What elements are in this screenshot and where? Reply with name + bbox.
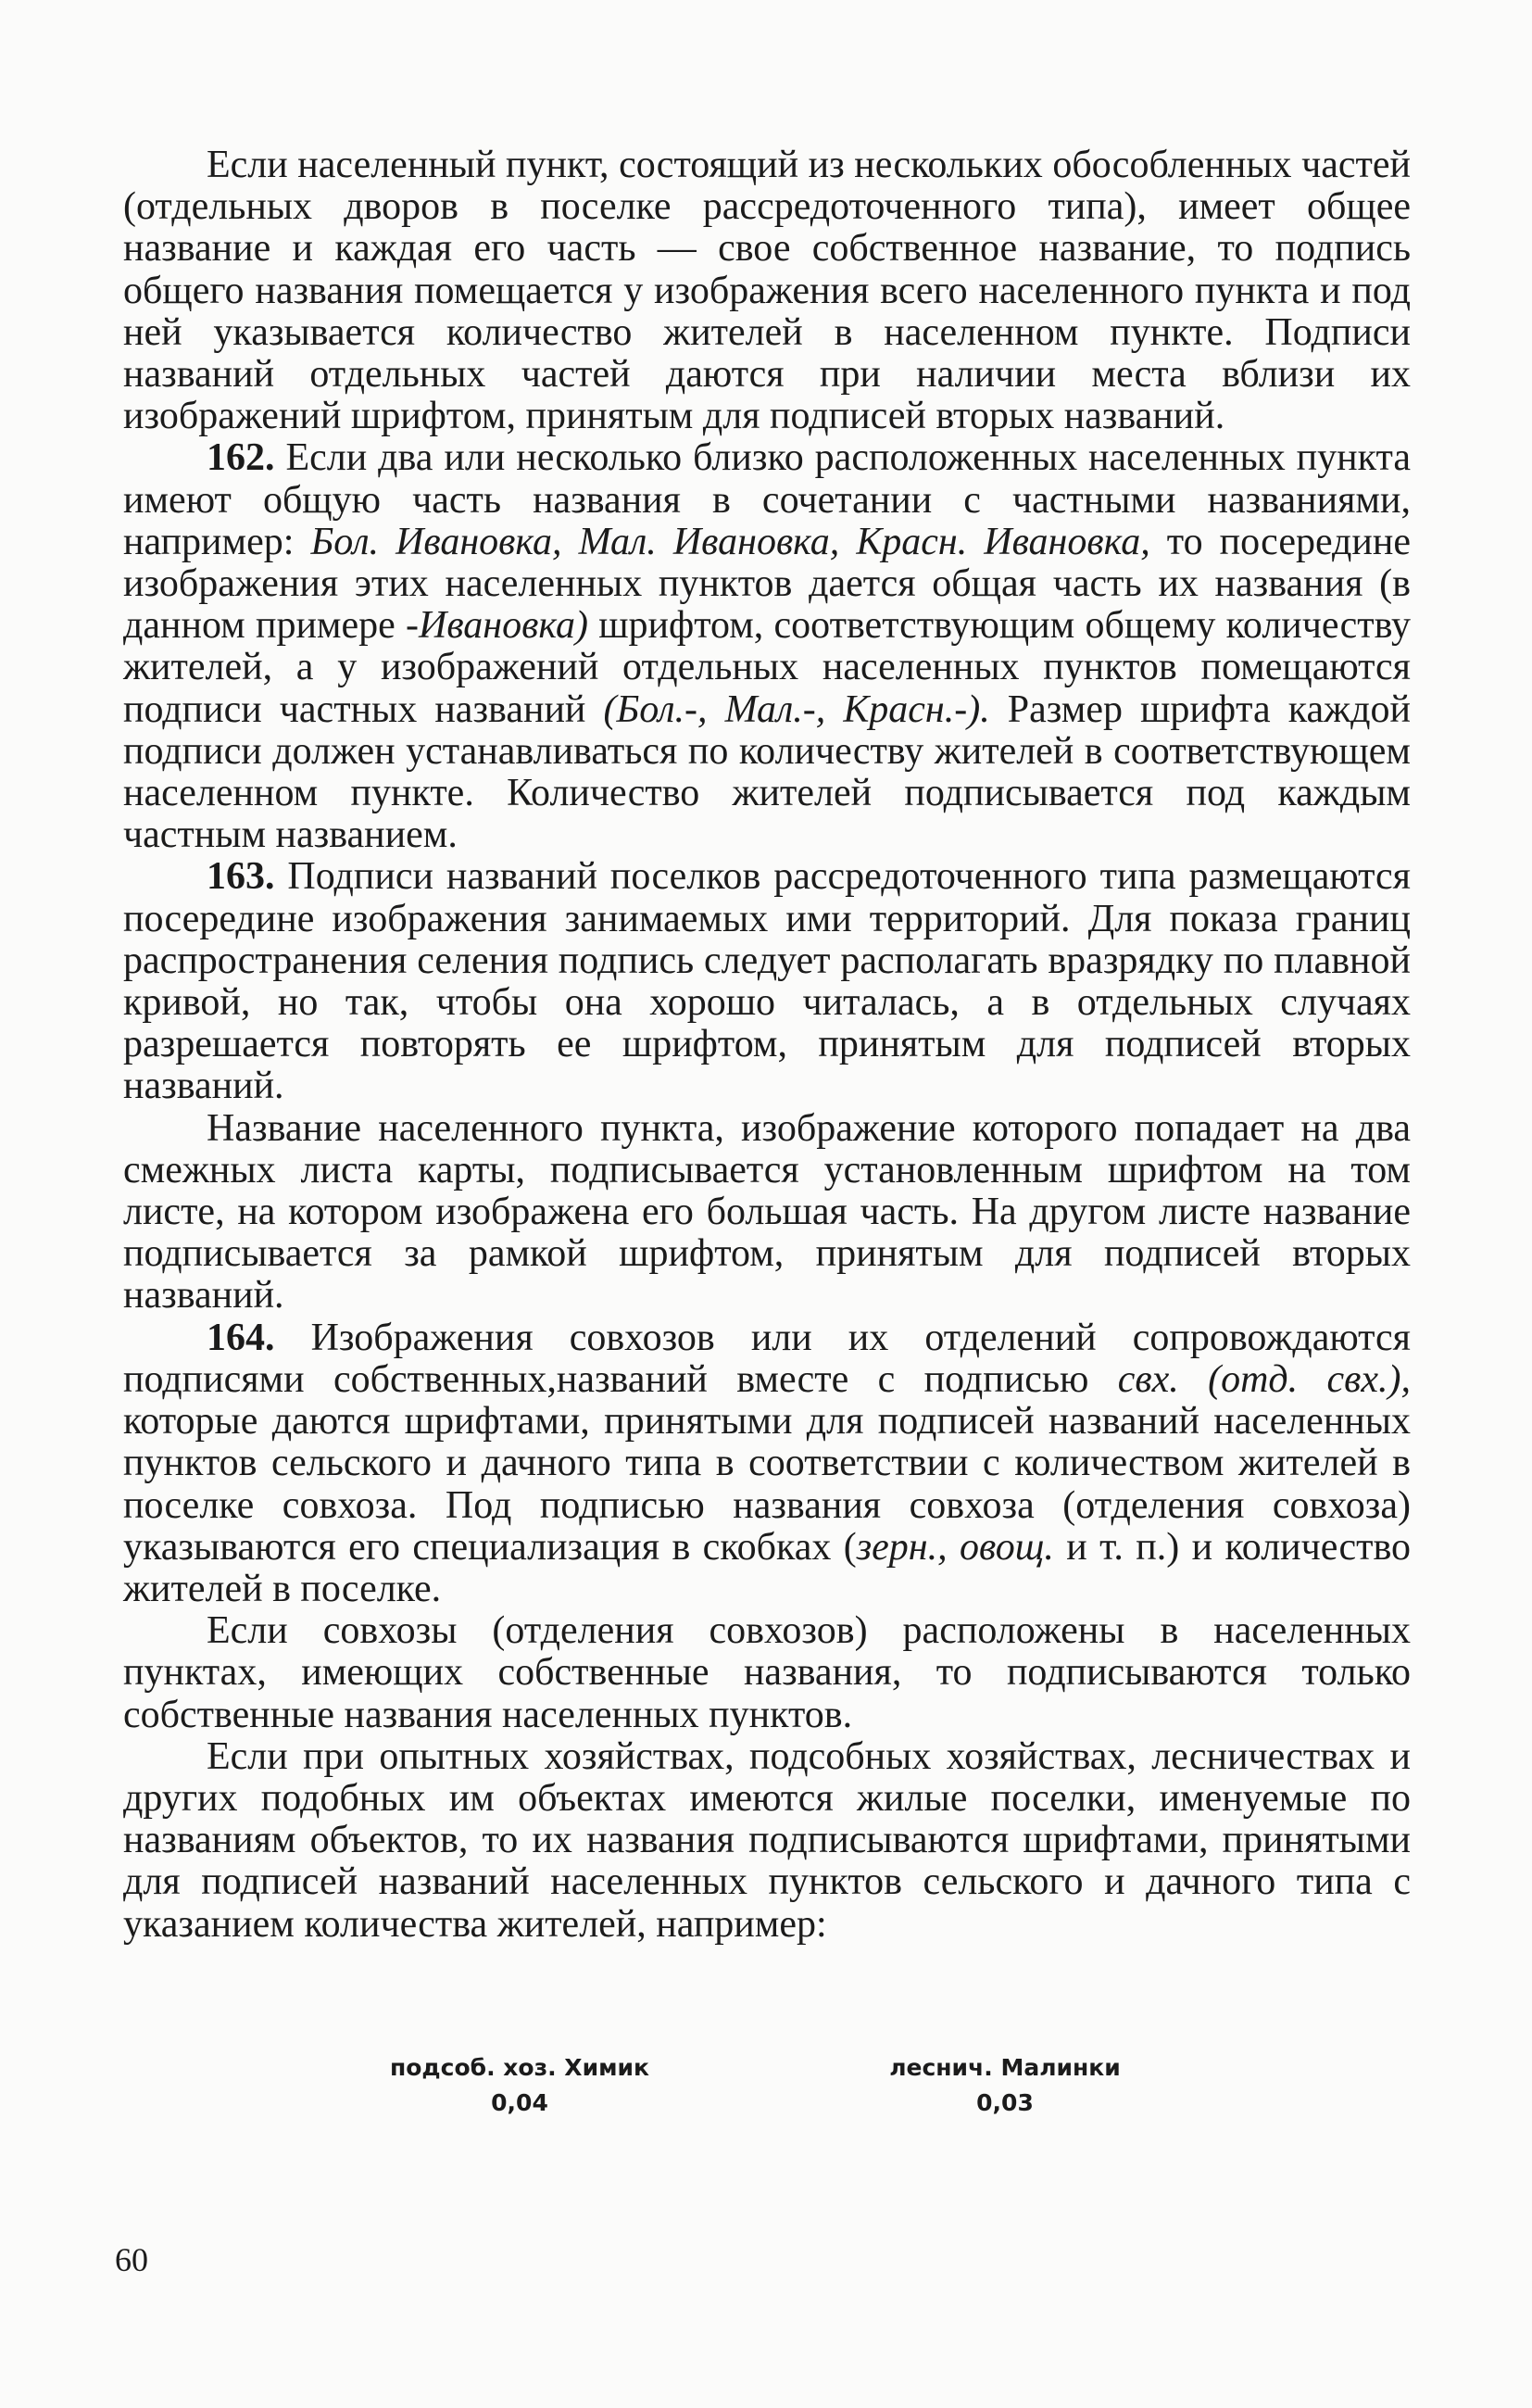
italic-example: Бол. Ивановка, Мал. Ивановка, Красн. Ивановка, xyxy=(310,520,1150,563)
paragraph-text: Подписи названий поселков рассредоточенного типа размещаются посередине изображения занимаемых ими территорий. Для показа границ распространения селения подпись следует располагать вразрядку по плавной кривой, но так, чтобы она хорошо читалась, а в отдельных случаях разрешается повторять ее шрифтом, принятым для подписей вторых названий. xyxy=(123,855,1411,1108)
paragraph-text: Название населенного пункта, изображение которого попадает на два смежных листа карты, подписывается установленным шрифтом на том листе, на котором изображена его большая часть. На другом листе название подписывается за рамкой шрифтом, принятым для подписей вторых названий. xyxy=(123,1106,1411,1317)
paragraph-text: и т. п.) и количество жителей в поселке. xyxy=(123,1525,1411,1610)
italic-example: зерн., овощ. xyxy=(856,1525,1054,1569)
paragraph-settlement-parts xyxy=(123,145,1411,437)
example-name: подсоб. хоз. Химик xyxy=(389,2054,650,2081)
paragraph-sovkhoz-in-settlements xyxy=(123,1610,1411,1736)
paragraph-experimental-farms xyxy=(123,1736,1411,1946)
paragraph-162 xyxy=(123,437,1411,856)
paragraph-163 xyxy=(123,856,1411,1107)
paragraph-text: Если два или несколько близко расположенных населенных пункта имеют общую часть названия в сочетании с частными названиями, например: xyxy=(123,436,1411,563)
paragraph-number: 162. xyxy=(207,436,275,480)
italic-example: (Бол.-, Мал.-, Красн.-). xyxy=(603,687,990,731)
italic-example: -Ивановка) xyxy=(406,604,588,648)
example-population: 0,04 xyxy=(491,2089,548,2116)
paragraph-text: Изображения совхозов или их отделений сопровождаются подписями собственных,названий вместе с подписью xyxy=(123,1316,1411,1401)
paragraph-number: 164. xyxy=(207,1316,275,1359)
italic-example: свх. (отд. свх.), xyxy=(1117,1357,1411,1401)
paragraph-number: 163. xyxy=(207,855,275,899)
paragraph-text: шрифтом, соответствующим общему количеству жителей, а у изображений отдельных населенных пунктов помещаются подписи частных названий xyxy=(123,604,1411,731)
page-number: 60 xyxy=(115,2241,148,2278)
paragraph-164 xyxy=(123,1317,1411,1610)
paragraph-adjacent-sheets xyxy=(123,1108,1411,1317)
label-examples xyxy=(0,2050,1532,2134)
example-label-auxiliary-farm xyxy=(325,2050,714,2121)
example-population: 0,03 xyxy=(976,2089,1034,2116)
paragraph-text: Если при опытных хозяйствах, подсобных хозяйствах, лесничествах и других подобных им объектах имеются жилые поселки, именуемые по названиям объектов, то их названия подписываются шрифтами, принятыми для подписей названий населенных пунктов сельского и дачного типа с указанием количества жителей, например: xyxy=(123,1734,1411,1946)
example-name: леснич. Малинки xyxy=(889,2054,1121,2081)
paragraph-text: которые даются шрифтами, принятыми для подписей названий населенных пунктов сельского и дачного типа в соответствии с количеством жителей в поселке совхоза. Под подписью названия совхоза (отделения совхоза) указываются его специализация в скобках ( xyxy=(123,1400,1411,1569)
paragraph-text: Размер шрифта каждой подписи должен устанавливаться по количеству жителей в соответствующем населенном пункте. Количество жителей подписывается под каждым частным названием. xyxy=(123,687,1411,857)
body-text xyxy=(123,145,1411,1946)
paragraph-text: Если совхозы (отделения совхозов) расположены в населенных пунктах, имеющих собственные названия, то подписываются только собственные названия населенных пунктов. xyxy=(123,1609,1411,1736)
paragraph-text: то посередине изображения этих населенных пунктов дается общая часть их названия (в данном примере xyxy=(123,520,1412,648)
paragraph-text: Если населенный пункт, состоящий из нескольких обособленных частей (отдельных дворов в поселке рассредоточенного типа), имеет общее название и каждая его часть — свое собственное название, то подпись общего названия помещается у изображения всего населенного пункта и под ней указывается количество жителей в населенном пункте. Подписи названий отдельных частей даются при наличии места вблизи их изображений шрифтом, принятым для подписей вторых названий. xyxy=(123,144,1411,438)
example-label-forestry xyxy=(810,2050,1199,2121)
